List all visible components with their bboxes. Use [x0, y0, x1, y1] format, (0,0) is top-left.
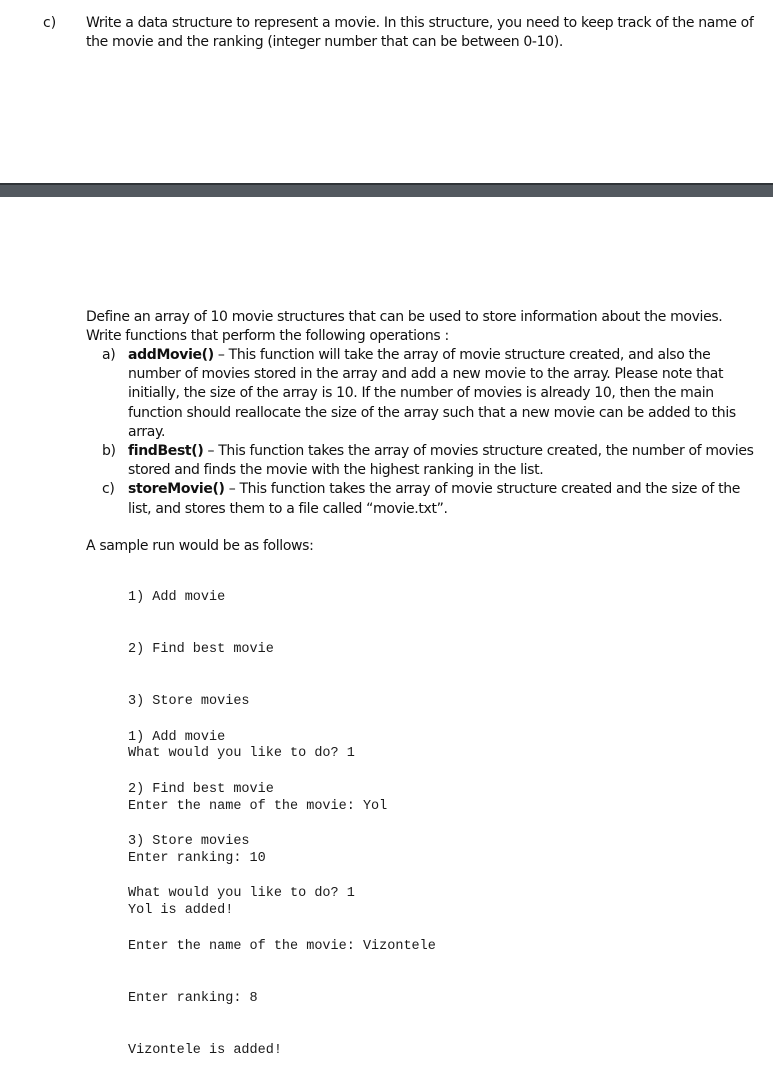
section-divider: [0, 183, 773, 197]
operation-item: [86, 442, 756, 480]
operation-item: [86, 480, 756, 518]
operation-marker: a): [102, 347, 116, 363]
console-line: 3) Store movies: [128, 834, 250, 850]
console-line: 1) Add movie: [128, 729, 226, 745]
console-line: Enter ranking: 10: [128, 850, 266, 866]
console-line: What would you like to do? 1: [128, 746, 355, 762]
question-label: c): [43, 15, 57, 31]
function-description: – This function takes the array of movie structure created and the size of the list, and stores them to a file called “movie.txt”.: [128, 481, 741, 517]
task-intro: Define an array of 10 movie structures that can be used to store information about the movies. Write functions that perform the following operations :: [86, 309, 723, 344]
console-line: 2) Find best movie: [128, 642, 274, 658]
operations-list: [86, 346, 756, 519]
console-line: 1) Add movie: [128, 589, 226, 605]
function-name: storeMovie(): [128, 481, 225, 498]
function-description: – This function takes the array of movies structure created, the number of movies stored and finds the movie with the highest ranking in the list.: [128, 443, 754, 479]
console-line: Vizontele is added!: [128, 1043, 282, 1059]
sample-run-output: [128, 694, 648, 1077]
function-description: – This function will take the array of movie structure created, and also the number of movies stored in the array and add a new movie to the array. Please note that initially, the size of the array is 10. If the number of movies is already 10, then the main function should reallocate the size of the array such that a new movie can be added to this array.: [128, 347, 736, 440]
console-line: What would you like to do? 1: [128, 886, 355, 902]
operation-item: [86, 346, 756, 442]
console-line: Yol is added!: [128, 903, 234, 919]
console-line: 2) Find best movie: [128, 782, 274, 798]
console-line: Enter ranking: 8: [128, 990, 258, 1006]
console-line: 3) Store movies: [128, 694, 250, 710]
operation-marker: b): [102, 443, 116, 460]
sample-run-heading: A sample run would be as follows:: [86, 538, 314, 554]
function-name: addMovie(): [128, 347, 214, 363]
function-name: findBest(): [128, 443, 204, 460]
operation-marker: c): [102, 481, 115, 498]
console-line: Enter the name of the movie: Vizontele: [128, 938, 436, 954]
question-text: Write a data structure to represent a movie. In this structure, you need to keep track of the name of the movie and the ranking (integer number that can be between 0-10).: [86, 15, 754, 50]
console-line: Enter the name of the movie: Yol: [128, 798, 388, 814]
